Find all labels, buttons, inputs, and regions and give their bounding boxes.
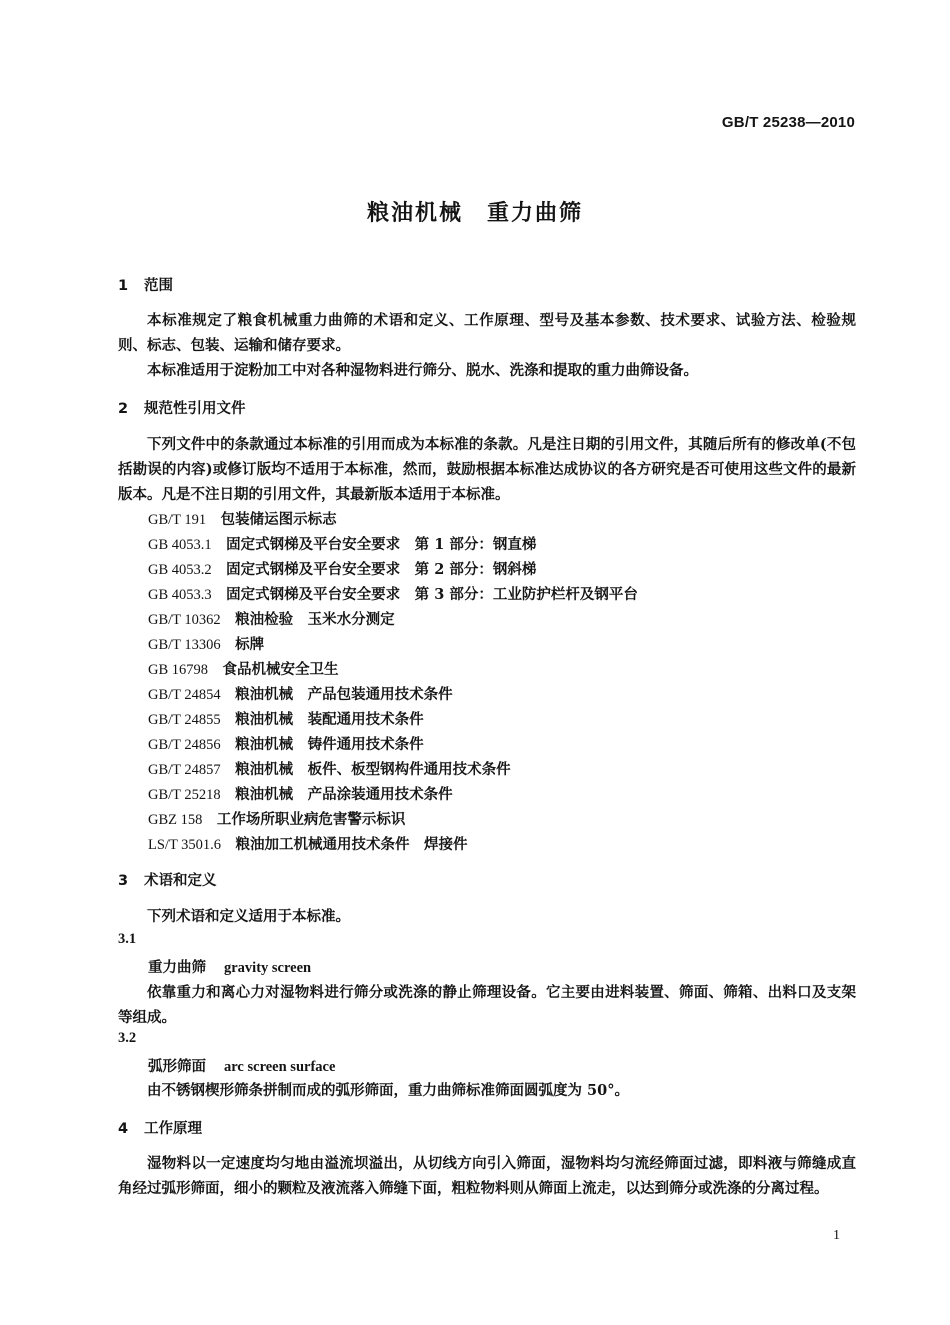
term-heading xyxy=(148,956,311,977)
reference-item xyxy=(148,583,638,604)
section-title: 术语和定义 xyxy=(144,873,217,889)
reference-title: 粮油加工机械通用技术条件 焊接件 xyxy=(235,836,468,853)
reference-item xyxy=(148,733,424,754)
reference-title: 标牌 xyxy=(235,636,265,653)
section-number: 2 xyxy=(118,401,129,417)
document-title: 粮油机械 重力曲筛 xyxy=(366,201,583,226)
term-chinese: 弧形筛面 xyxy=(148,1058,206,1075)
term-definition: 由不锈钢楔形筛条拼制而成的弧形筛面，重力曲筛标准筛面圆弧度为 50°。 xyxy=(147,1082,629,1099)
reference-title: 粮油检验 玉米水分测定 xyxy=(235,611,395,628)
section-3-heading xyxy=(118,869,217,890)
section-title: 规范性引用文件 xyxy=(144,401,246,417)
reference-title: 固定式钢梯及平台安全要求 第 1 部分：钢直梯 xyxy=(226,536,537,553)
reference-item xyxy=(148,633,264,654)
section-1-paragraph-1: 本标准规定了粮食机械重力曲筛的术语和定义、工作原理、型号及基本参数、技术要求、试验方法、检验规则、标志、包装、运输和储存要求。 xyxy=(118,312,856,354)
reference-title: 粮油机械 产品包装通用技术条件 xyxy=(235,686,453,703)
reference-code: GB/T 24854 xyxy=(148,687,221,703)
standard-number: GB/T 25238—2010 xyxy=(721,114,855,131)
reference-code: GBZ 158 xyxy=(148,812,203,828)
section-title: 范围 xyxy=(144,278,173,294)
term-definition: 依靠重力和离心力对湿物料进行筛分或洗涤的静止筛理设备。它主要由进料装置、筛面、筛箱、出料口及支架等组成。 xyxy=(118,984,856,1026)
term-number: 3.2 xyxy=(118,1030,137,1046)
reference-code: GB/T 191 xyxy=(148,512,207,528)
section-2-paragraph-1: 下列文件中的条款通过本标准的引用而成为本标准的条款。凡是注日期的引用文件，其随后所有的修改单(不包括勘误的内容)或修订版均不适用于本标准，然而，鼓励根据本标准达成协议的各方研究是否可使用这些文件的最新版本。凡是不注日期的引用文件，其最新版本适用于本标准。 xyxy=(118,436,856,503)
reference-title: 粮油机械 板件、板型钢构件通用技术条件 xyxy=(235,761,511,778)
section-1-paragraph-2: 本标准适用于淀粉加工中对各种湿物料进行筛分、脱水、洗涤和提取的重力曲筛设备。 xyxy=(147,362,698,379)
section-4-paragraph-1: 湿物料以一定速度均匀地由溢流坝溢出，从切线方向引入筛面，湿物料均匀流经筛面过滤，即料液与筛缝成直角经过弧形筛面，细小的颗粒及液流落入筛缝下面，粗粒物料则从筛面上流走，以达到筛分或洗涤的分离过程。 xyxy=(118,1155,856,1197)
section-number: 1 xyxy=(118,278,129,294)
reference-item xyxy=(148,683,453,704)
reference-code: GB/T 13306 xyxy=(148,637,221,653)
reference-item xyxy=(148,708,424,729)
reference-item xyxy=(148,833,468,854)
section-number: 4 xyxy=(118,1121,129,1137)
reference-item xyxy=(148,658,339,679)
reference-title: 工作场所职业病危害警示标识 xyxy=(216,811,406,828)
reference-code: GB/T 24856 xyxy=(148,737,221,753)
reference-code: GB 4053.3 xyxy=(148,587,212,603)
reference-title: 食品机械安全卫生 xyxy=(222,661,339,678)
section-1-heading xyxy=(118,274,173,295)
page-number: 1 xyxy=(833,1228,840,1243)
reference-code: GB 4053.2 xyxy=(148,562,212,578)
reference-code: GB 16798 xyxy=(148,662,209,678)
reference-item xyxy=(148,558,536,579)
reference-title: 包装储运图示标志 xyxy=(220,511,337,528)
reference-item xyxy=(148,533,536,554)
section-number: 3 xyxy=(118,873,129,889)
reference-code: GB 4053.1 xyxy=(148,537,212,553)
section-4-heading xyxy=(118,1117,202,1138)
reference-code: GB/T 24855 xyxy=(148,712,221,728)
reference-code: GB/T 24857 xyxy=(148,762,221,778)
term-english: gravity screen xyxy=(224,960,312,976)
section-title: 工作原理 xyxy=(144,1121,202,1137)
reference-item xyxy=(148,783,453,804)
term-number: 3.1 xyxy=(118,931,137,947)
reference-code: LS/T 3501.6 xyxy=(148,837,222,853)
reference-item xyxy=(148,758,511,779)
reference-title: 固定式钢梯及平台安全要求 第 3 部分：工业防护栏杆及钢平台 xyxy=(226,586,638,603)
reference-item xyxy=(148,608,395,629)
term-chinese: 重力曲筛 xyxy=(148,959,206,976)
reference-code: GB/T 25218 xyxy=(148,787,221,803)
reference-item xyxy=(148,508,337,529)
reference-item xyxy=(148,808,405,829)
section-2-heading xyxy=(118,397,246,418)
term-heading xyxy=(148,1055,335,1076)
term-english: arc screen surface xyxy=(224,1059,336,1075)
reference-title: 固定式钢梯及平台安全要求 第 2 部分：钢斜梯 xyxy=(226,561,537,578)
reference-title: 粮油机械 装配通用技术条件 xyxy=(235,711,424,728)
section-3-intro: 下列术语和定义适用于本标准。 xyxy=(147,908,350,925)
reference-code: GB/T 10362 xyxy=(148,612,221,628)
reference-title: 粮油机械 产品涂装通用技术条件 xyxy=(235,786,453,803)
reference-title: 粮油机械 铸件通用技术条件 xyxy=(235,736,424,753)
